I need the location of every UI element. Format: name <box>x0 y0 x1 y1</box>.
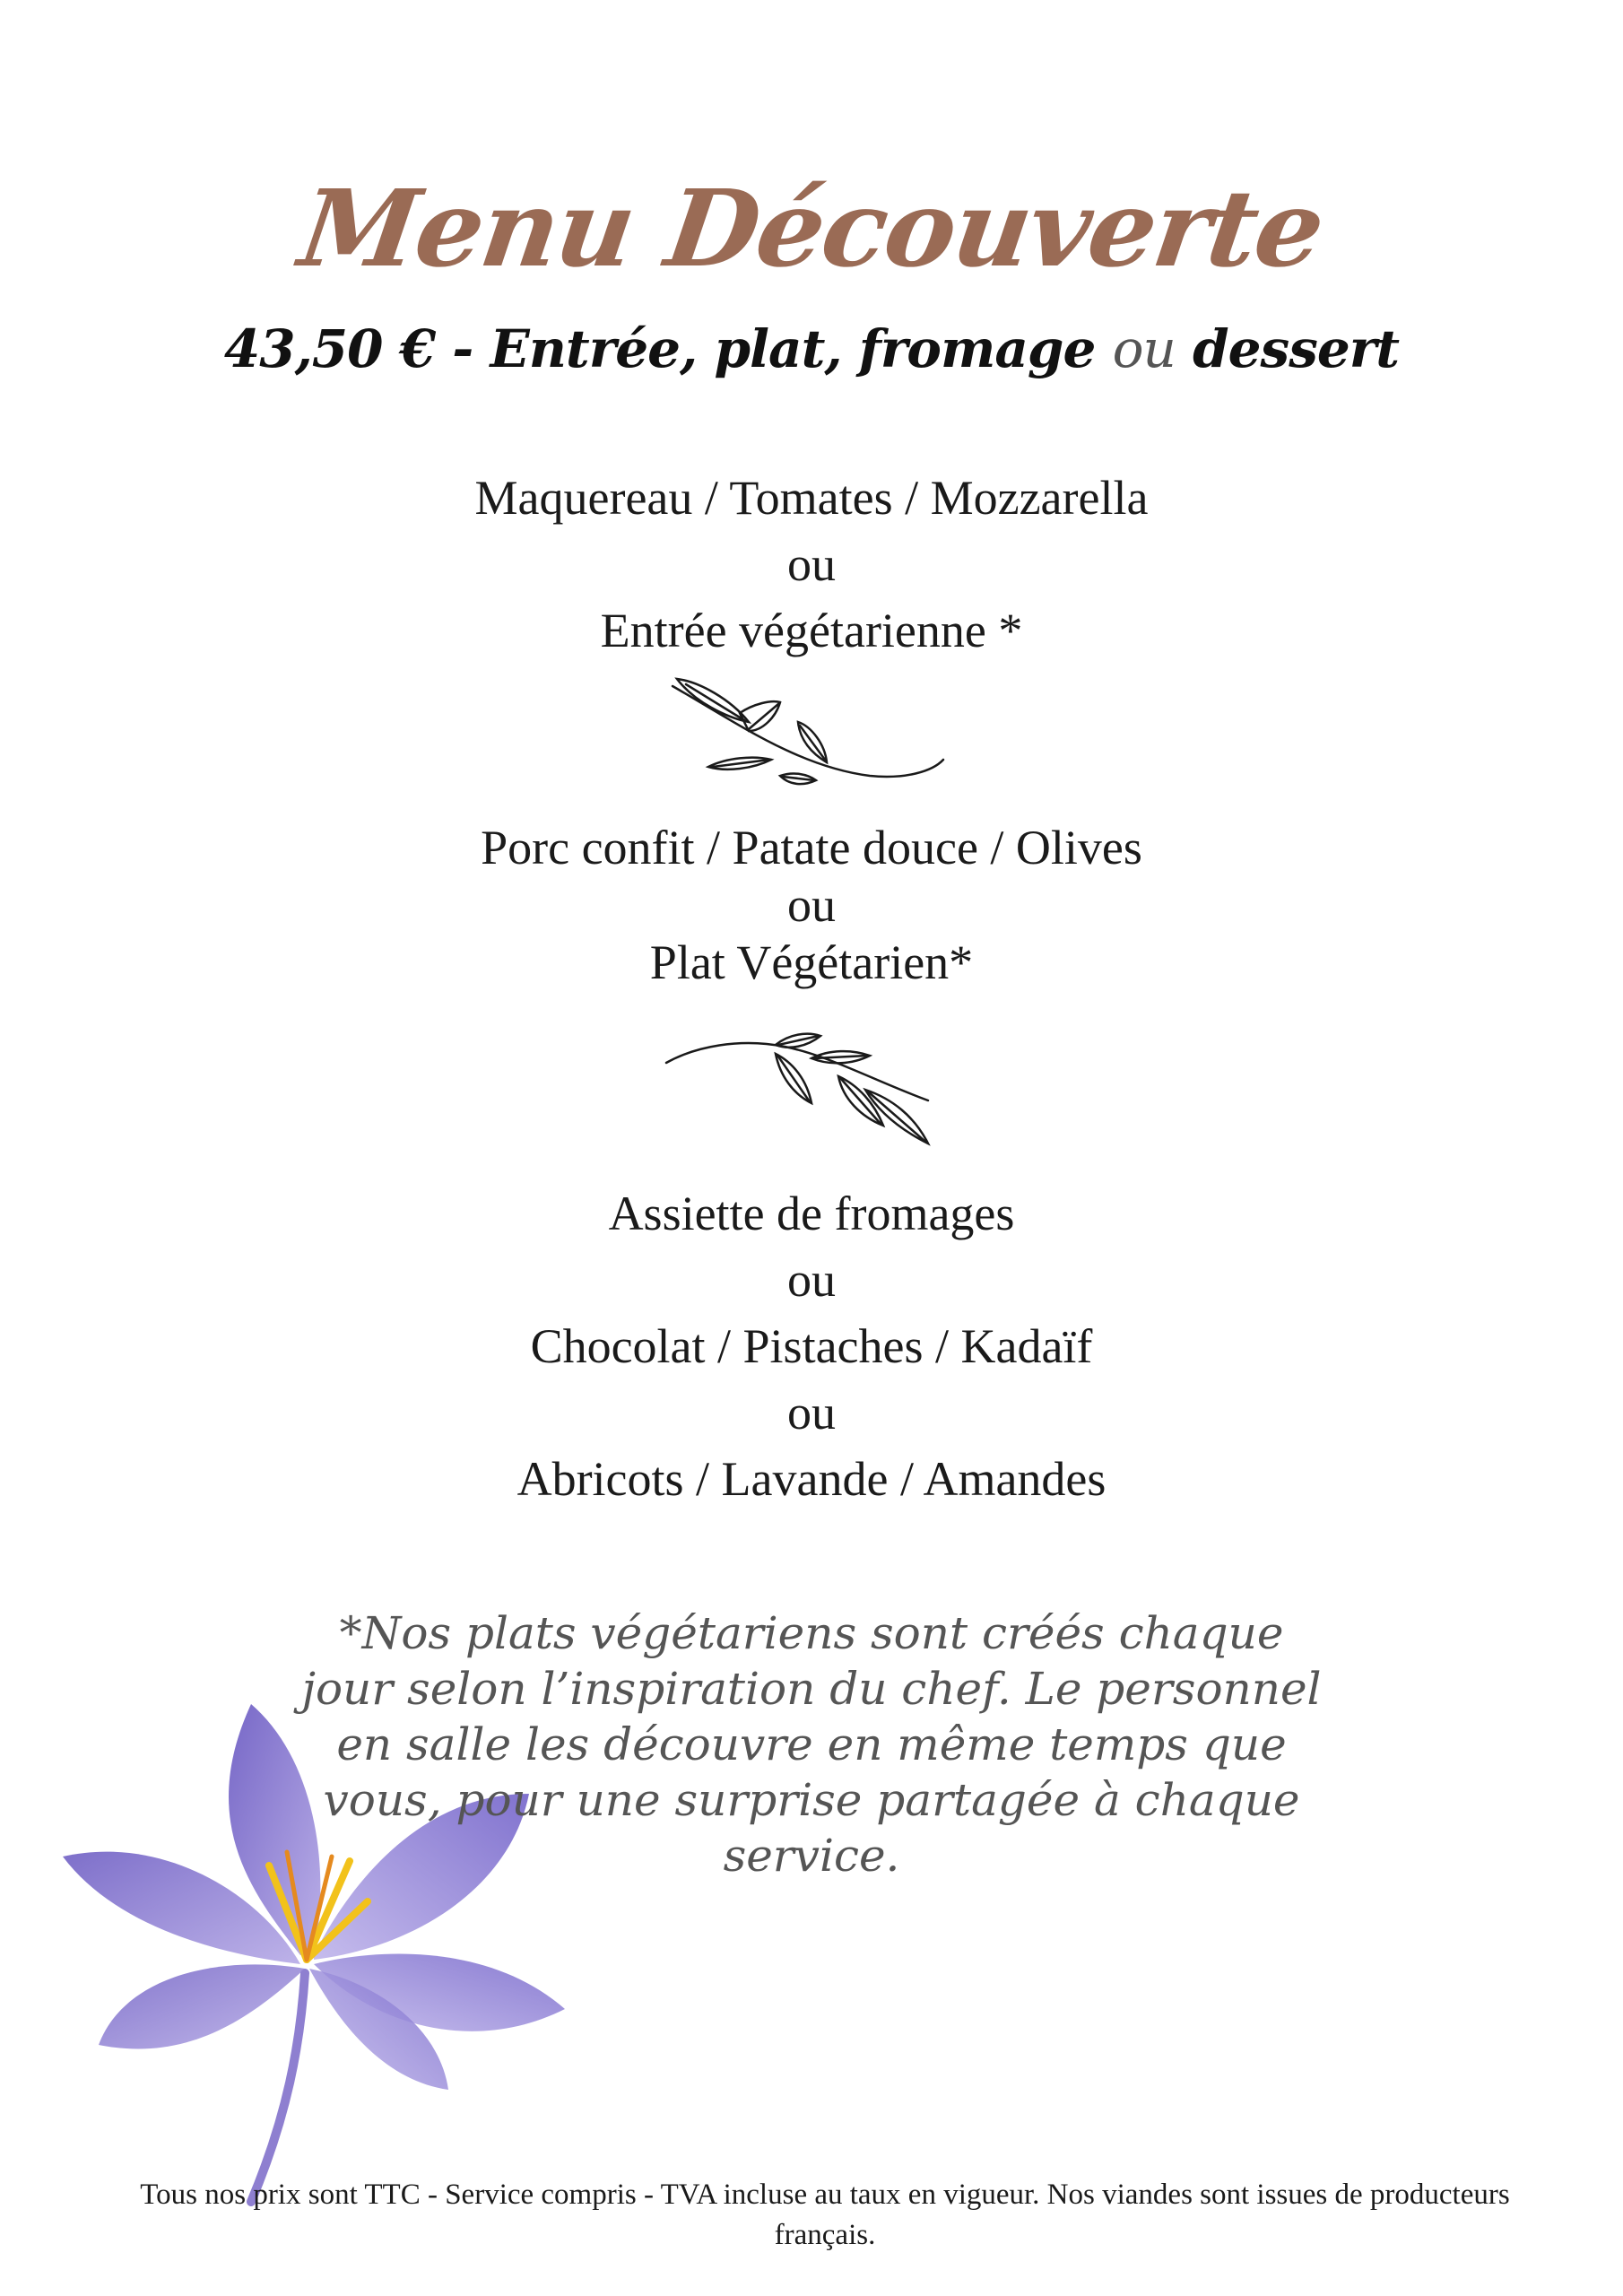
footer-legal: Tous nos prix sont TTC - Service compris - TVA incluse au taux en vigueur. Nos viandes sont issues de producteurs français. <box>140 2179 1510 2251</box>
dessert-dish-3: Abricots / Lavande / Amandes <box>516 1452 1107 1506</box>
menu-title: Menu Découverte <box>292 166 1331 291</box>
leaf-branch-icon <box>659 1027 946 1161</box>
entree-dish-2: Entrée végétarienne * <box>600 604 1023 657</box>
dessert-or-1: ou <box>787 1253 836 1307</box>
subtitle-main: 43,50 € - Entrée, plat, fromage <box>223 318 1096 379</box>
vegetarian-note: *Nos plats végétariens sont créés chaque jour selon l’inspiration du chef. Le personnel en salle les découvre en même temps que vous, pour une surprise partagée à chaque service. <box>301 1607 1322 1882</box>
subtitle-ou: ou <box>1112 318 1176 379</box>
plat-dish-2: Plat Végétarien* <box>649 935 974 989</box>
plat-or: ou <box>787 878 836 932</box>
entree-or: ou <box>787 537 836 591</box>
dessert-dish-1: Assiette de fromages <box>608 1187 1015 1240</box>
leaf-branch-icon <box>664 668 950 803</box>
dessert-dish-2: Chocolat / Pistaches / Kadaïf <box>530 1319 1093 1373</box>
dessert-or-2: ou <box>787 1386 836 1439</box>
plat-dish-1: Porc confit / Patate douce / Olives <box>481 821 1142 874</box>
menu-price-subtitle <box>0 318 1623 379</box>
entree-dish-1: Maquereau / Tomates / Mozzarella <box>474 471 1149 525</box>
subtitle-end: dessert <box>1193 318 1400 379</box>
